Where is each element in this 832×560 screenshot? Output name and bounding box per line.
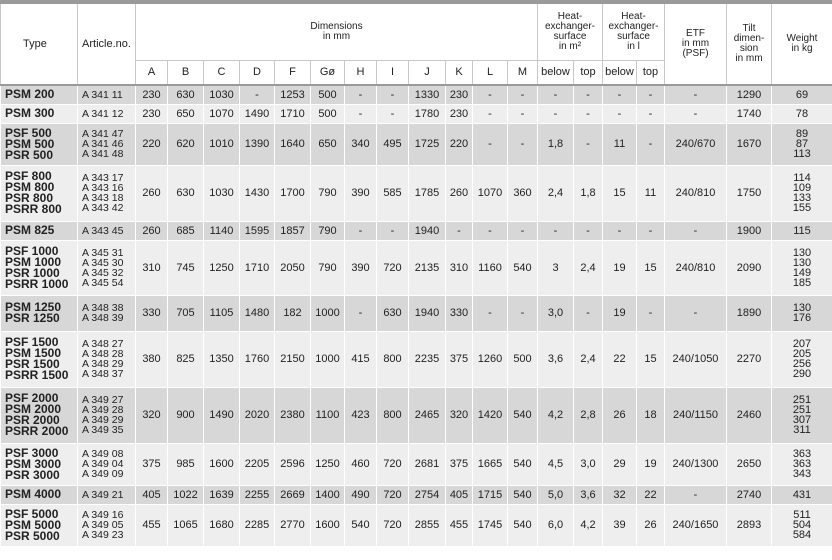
value-cell: 1030 [204,85,240,104]
value-cell: 114 109 133 155 [772,165,832,221]
value-cell: 1785 [409,165,446,221]
value-cell: 390 [345,240,377,295]
value-cell: 15 [603,165,637,221]
value-cell: 1100 [311,387,345,443]
value-cell: 1000 [311,295,345,331]
value-cell: - [574,85,603,104]
value-cell: 19 [603,240,637,295]
value-cell: 720 [377,504,409,546]
value-cell: 4,2 [538,387,574,443]
value-cell: 1940 [409,295,446,331]
table-row [1,240,832,295]
value-cell: 130 130 149 185 [772,240,832,295]
value-cell: 800 [377,331,409,387]
value-cell: 585 [377,165,409,221]
value-cell: 540 [508,387,538,443]
value-cell: 2,4 [574,240,603,295]
value-cell: 500 [311,104,345,123]
value-cell: 455 [136,504,168,546]
type-cell: PSF 800 PSM 800 PSR 800 PSRR 800 [1,165,78,221]
article-cell: A 349 27 A 349 28 A 349 29 A 349 35 [78,387,136,443]
value-cell: 630 [168,165,204,221]
value-cell: 500 [311,85,345,104]
value-cell: 1420 [473,387,508,443]
value-cell: 2465 [409,387,446,443]
value-cell: 1,8 [538,123,574,165]
value-cell: 1600 [204,443,240,485]
value-cell: 2460 [727,387,772,443]
type-cell: PSF 1500 PSM 1500 PSR 1500 PSRR 1500 [1,331,78,387]
value-cell: 540 [508,485,538,504]
value-cell: 790 [311,221,345,240]
value-cell: 240/670 [665,123,727,165]
value-cell: 495 [377,123,409,165]
value-cell: 1330 [409,85,446,104]
value-cell: - [508,85,538,104]
article-cell: A 349 21 [78,485,136,504]
value-cell: - [665,295,727,331]
value-cell: - [637,104,665,123]
value-cell: 540 [508,504,538,546]
value-cell: 460 [345,443,377,485]
heat-m2-below-header: below [538,60,574,85]
value-cell: 340 [345,123,377,165]
value-cell: 1715 [473,485,508,504]
value-cell: 2150 [275,331,311,387]
value-cell: 500 [508,331,538,387]
value-cell: 1710 [240,240,275,295]
value-cell: 2893 [727,504,772,546]
value-cell: 2090 [727,240,772,295]
value-cell: 220 [446,123,473,165]
col-header-k: K [446,60,473,85]
value-cell: 1600 [311,504,345,546]
value-cell: - [665,485,727,504]
table-header [1,2,832,85]
value-cell: 745 [168,240,204,295]
value-cell: 360 [508,165,538,221]
value-cell: 3,6 [538,331,574,387]
value-cell: 380 [136,331,168,387]
value-cell: 1250 [204,240,240,295]
article-cell: A 341 11 [78,85,136,104]
value-cell: 2650 [727,443,772,485]
value-cell: 790 [311,165,345,221]
value-cell: 207 205 256 290 [772,331,832,387]
col-header-f: F [275,60,311,85]
table-row [1,504,832,546]
col-header-h: H [345,60,377,85]
value-cell: - [377,85,409,104]
value-cell: 720 [377,443,409,485]
tilt-header: Tilt dimen- sion in mm [727,2,772,85]
value-cell: 330 [136,295,168,331]
value-cell: 240/1050 [665,331,727,387]
table-row [1,387,832,443]
value-cell: 1900 [727,221,772,240]
value-cell: 1022 [168,485,204,504]
table-row [1,165,832,221]
value-cell: 1290 [727,85,772,104]
table-row [1,221,832,240]
value-cell: 720 [377,485,409,504]
etf-header: ETF in mm (PSF) [665,2,727,85]
value-cell: 3 [538,240,574,295]
value-cell: 78 [772,104,832,123]
value-cell: - [637,123,665,165]
weight-header: Weight in kg [772,2,832,85]
value-cell: 790 [311,240,345,295]
value-cell: 115 [772,221,832,240]
type-cell: PSM 4000 [1,485,78,504]
type-cell: PSF 5000 PSM 5000 PSR 5000 [1,504,78,546]
value-cell: - [508,123,538,165]
value-cell: 1740 [727,104,772,123]
col-header-a: A [136,60,168,85]
col-header-g: Gø [311,60,345,85]
value-cell: 15 [637,331,665,387]
value-cell: 220 [136,123,168,165]
value-cell: 330 [446,295,473,331]
value-cell: - [473,104,508,123]
value-cell: 240/1300 [665,443,727,485]
value-cell: 1390 [240,123,275,165]
value-cell: 310 [136,240,168,295]
article-cell: A 348 27 A 348 28 A 348 29 A 348 37 [78,331,136,387]
value-cell: - [508,104,538,123]
value-cell: 26 [603,387,637,443]
value-cell: 1750 [727,165,772,221]
value-cell: 6,0 [538,504,574,546]
heat-surface-m2-header: Heat- exchanger- surface in m² [538,2,603,60]
article-cell: A 348 38 A 348 39 [78,295,136,331]
value-cell: 1160 [473,240,508,295]
type-cell: PSM 825 [1,221,78,240]
value-cell: 1480 [240,295,275,331]
col-header-j: J [409,60,446,85]
value-cell: 260 [136,221,168,240]
table-row [1,443,832,485]
value-cell: - [473,85,508,104]
value-cell: 2681 [409,443,446,485]
article-cell: A 349 08 A 349 04 A 349 09 [78,443,136,485]
value-cell: 1253 [275,85,311,104]
value-cell: 1070 [204,104,240,123]
value-cell: - [538,85,574,104]
value-cell: 4,2 [574,504,603,546]
heat-l-top-header: top [637,60,665,85]
table-row [1,123,832,165]
value-cell: 650 [311,123,345,165]
value-cell: 2255 [240,485,275,504]
value-cell: 2050 [275,240,311,295]
value-cell: 985 [168,443,204,485]
table-row [1,295,832,331]
value-cell: 1430 [240,165,275,221]
value-cell: 19 [603,295,637,331]
value-cell: 1350 [204,331,240,387]
value-cell: 320 [446,387,473,443]
value-cell: 1140 [204,221,240,240]
value-cell: 1105 [204,295,240,331]
value-cell: 1670 [727,123,772,165]
col-header-i: I [377,60,409,85]
value-cell: 2,8 [574,387,603,443]
value-cell: 2,4 [574,331,603,387]
value-cell: - [345,104,377,123]
type-header: Type [1,2,78,85]
value-cell: 1857 [275,221,311,240]
article-cell: A 349 16 A 349 05 A 349 23 [78,504,136,546]
value-cell: 1260 [473,331,508,387]
value-cell: 825 [168,331,204,387]
value-cell: 685 [168,221,204,240]
value-cell: 2380 [275,387,311,443]
article-cell: A 341 47 A 341 46 A 341 48 [78,123,136,165]
value-cell: 455 [446,504,473,546]
value-cell: - [473,123,508,165]
value-cell: 363 363 343 [772,443,832,485]
value-cell: 375 [446,443,473,485]
value-cell: 2596 [275,443,311,485]
value-cell: 650 [168,104,204,123]
value-cell: 18 [637,387,665,443]
value-cell: 1010 [204,123,240,165]
value-cell: 2,4 [538,165,574,221]
value-cell: - [538,221,574,240]
table-row [1,485,832,504]
type-cell: PSF 500 PSM 500 PSR 500 [1,123,78,165]
value-cell: 431 [772,485,832,504]
value-cell: 415 [345,331,377,387]
value-cell: 1,8 [574,165,603,221]
value-cell: 2285 [240,504,275,546]
value-cell: 2235 [409,331,446,387]
value-cell: 1070 [473,165,508,221]
value-cell: 720 [377,240,409,295]
value-cell: - [574,123,603,165]
value-cell: 1780 [409,104,446,123]
value-cell: 2754 [409,485,446,504]
value-cell: - [508,221,538,240]
value-cell: 1490 [240,104,275,123]
value-cell: - [473,221,508,240]
value-cell: 130 176 [772,295,832,331]
value-cell: 800 [377,387,409,443]
value-cell: - [603,221,637,240]
value-cell: 2020 [240,387,275,443]
value-cell: 620 [168,123,204,165]
col-header-b: B [168,60,204,85]
heat-l-below-header: below [603,60,637,85]
article-cell: A 345 31 A 345 30 A 345 32 A 345 54 [78,240,136,295]
type-cell: PSM 300 [1,104,78,123]
value-cell: 1000 [311,331,345,387]
article-cell: A 343 17 A 343 16 A 343 18 A 343 42 [78,165,136,221]
value-cell: 69 [772,85,832,104]
value-cell: 182 [275,295,311,331]
col-header-d: D [240,60,275,85]
value-cell: 2770 [275,504,311,546]
value-cell: - [446,221,473,240]
value-cell: - [345,221,377,240]
value-cell: 1595 [240,221,275,240]
value-cell: 540 [508,443,538,485]
type-cell: PSF 1000 PSM 1000 PSR 1000 PSRR 1000 [1,240,78,295]
value-cell: 230 [446,85,473,104]
value-cell: 3,0 [538,295,574,331]
value-cell: 1680 [204,504,240,546]
value-cell: 29 [603,443,637,485]
col-header-l: L [473,60,508,85]
value-cell: 423 [345,387,377,443]
value-cell: - [240,85,275,104]
value-cell: 22 [637,485,665,504]
table-row [1,331,832,387]
value-cell: 1700 [275,165,311,221]
value-cell: - [345,85,377,104]
value-cell: 310 [446,240,473,295]
value-cell: 1890 [727,295,772,331]
value-cell: - [603,85,637,104]
value-cell: - [377,104,409,123]
value-cell: 240/810 [665,165,727,221]
value-cell: - [538,104,574,123]
value-cell: 375 [136,443,168,485]
value-cell: 19 [637,443,665,485]
value-cell: - [508,295,538,331]
value-cell: 1940 [409,221,446,240]
value-cell: 511 504 584 [772,504,832,546]
value-cell: 1250 [311,443,345,485]
value-cell: 5,0 [538,485,574,504]
value-cell: - [603,104,637,123]
value-cell: - [574,221,603,240]
dimensions-header: Dimensions in mm [136,2,538,60]
value-cell: 320 [136,387,168,443]
value-cell: 240/1650 [665,504,727,546]
value-cell: - [665,104,727,123]
value-cell: 1065 [168,504,204,546]
value-cell: - [345,295,377,331]
value-cell: 405 [446,485,473,504]
value-cell: - [473,295,508,331]
value-cell: 1710 [275,104,311,123]
value-cell: - [665,221,727,240]
type-cell: PSM 200 [1,85,78,104]
value-cell: 4,5 [538,443,574,485]
value-cell: 230 [446,104,473,123]
value-cell: 540 [345,504,377,546]
col-header-c: C [204,60,240,85]
value-cell: - [665,85,727,104]
type-cell: PSM 1250 PSR 1250 [1,295,78,331]
value-cell: 251 251 307 311 [772,387,832,443]
heat-m2-top-header: top [574,60,603,85]
value-cell: 11 [637,165,665,221]
value-cell: 1490 [204,387,240,443]
value-cell: 230 [136,104,168,123]
value-cell: - [637,85,665,104]
value-cell: 2135 [409,240,446,295]
value-cell: 22 [603,331,637,387]
value-cell: 630 [377,295,409,331]
value-cell: 2855 [409,504,446,546]
value-cell: - [377,221,409,240]
value-cell: 1400 [311,485,345,504]
value-cell: 1665 [473,443,508,485]
value-cell: 1745 [473,504,508,546]
value-cell: 3,0 [574,443,603,485]
value-cell: 900 [168,387,204,443]
value-cell: - [574,295,603,331]
article-header: Article.no. [78,2,136,85]
value-cell: 375 [446,331,473,387]
heat-surface-l-header: Heat- exchanger- surface in l [603,2,665,60]
value-cell: 3,6 [574,485,603,504]
table-row [1,85,832,104]
value-cell: 15 [637,240,665,295]
value-cell: 705 [168,295,204,331]
table-body [1,85,832,546]
value-cell: 490 [345,485,377,504]
value-cell: 1760 [240,331,275,387]
value-cell: 405 [136,485,168,504]
value-cell: 89 87 113 [772,123,832,165]
article-cell: A 343 45 [78,221,136,240]
value-cell: 1640 [275,123,311,165]
value-cell: 1639 [204,485,240,504]
value-cell: - [637,221,665,240]
value-cell: 630 [168,85,204,104]
value-cell: 230 [136,85,168,104]
value-cell: 2669 [275,485,311,504]
table-row [1,104,832,123]
value-cell: 540 [508,240,538,295]
value-cell: - [637,295,665,331]
value-cell: 2740 [727,485,772,504]
value-cell: 32 [603,485,637,504]
value-cell: 2205 [240,443,275,485]
value-cell: 2270 [727,331,772,387]
value-cell: - [574,104,603,123]
value-cell: 260 [446,165,473,221]
value-cell: 39 [603,504,637,546]
value-cell: 1030 [204,165,240,221]
type-cell: PSF 2000 PSM 2000 PSR 2000 PSRR 2000 [1,387,78,443]
value-cell: 260 [136,165,168,221]
col-header-m: M [508,60,538,85]
value-cell: 11 [603,123,637,165]
value-cell: 240/810 [665,240,727,295]
value-cell: 26 [637,504,665,546]
type-cell: PSF 3000 PSM 3000 PSR 3000 [1,443,78,485]
value-cell: 390 [345,165,377,221]
value-cell: 1725 [409,123,446,165]
article-cell: A 341 12 [78,104,136,123]
value-cell: 240/1150 [665,387,727,443]
